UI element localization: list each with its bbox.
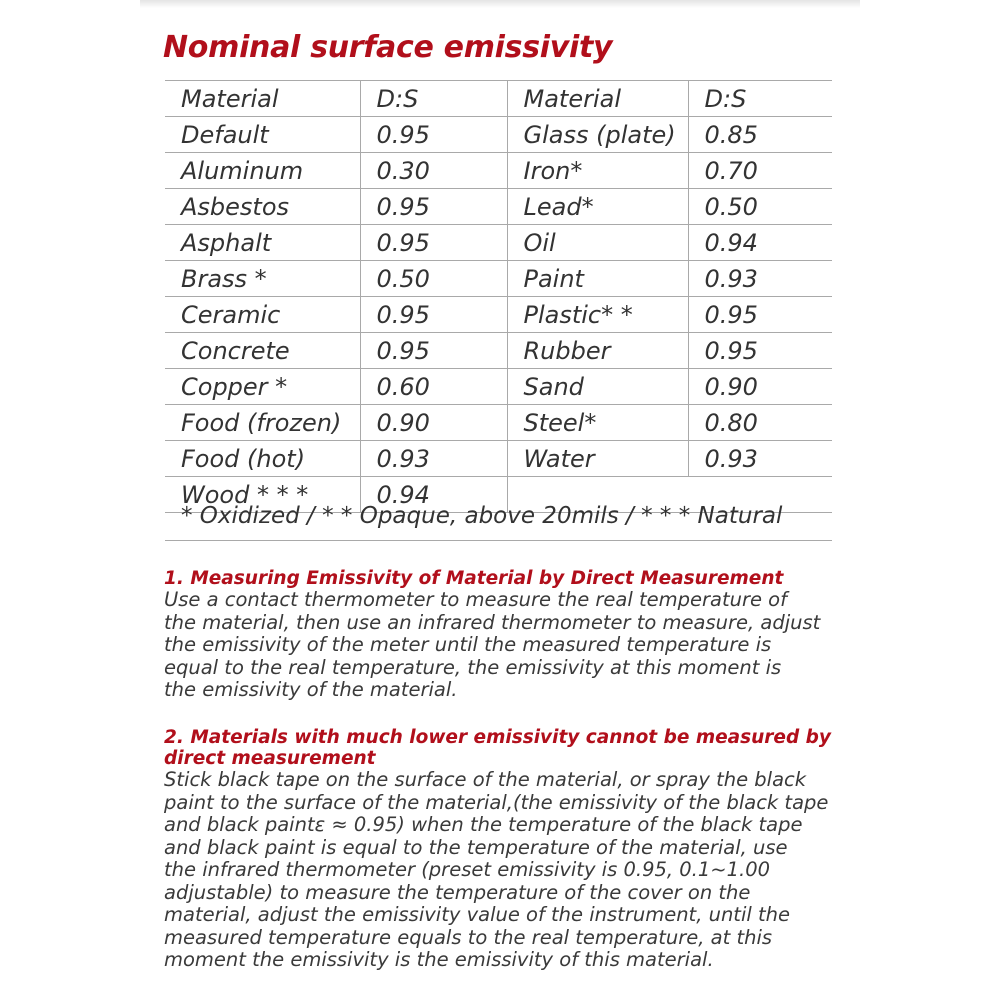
- material-cell: Paint: [507, 261, 688, 297]
- emissivity-value-cell: 0.95: [688, 333, 832, 369]
- emissivity-value-cell: 0.90: [688, 369, 832, 405]
- material-cell: Brass *: [165, 261, 360, 297]
- material-cell: Lead*: [507, 189, 688, 225]
- material-cell: Aluminum: [165, 153, 360, 189]
- material-cell: Asphalt: [165, 225, 360, 261]
- table-row: [165, 261, 832, 297]
- header-material-left: Material: [165, 81, 360, 117]
- top-shadow-divider: [140, 0, 860, 8]
- material-cell: Iron*: [507, 153, 688, 189]
- material-cell: Asbestos: [165, 189, 360, 225]
- emissivity-value-cell: 0.93: [360, 441, 507, 477]
- table-row: [165, 225, 832, 261]
- header-material-right: Material: [507, 81, 688, 117]
- emissivity-value-cell: 0.95: [360, 117, 507, 153]
- material-cell: Glass (plate): [507, 117, 688, 153]
- material-cell: Wood * * *: [165, 477, 360, 513]
- page-title: Nominal surface emissivity: [163, 30, 613, 65]
- table-row: [165, 405, 832, 441]
- table-row: [165, 117, 832, 153]
- emissivity-value-cell: 0.94: [688, 225, 832, 261]
- material-cell: Water: [507, 441, 688, 477]
- section-direct-measurement: [164, 568, 854, 702]
- emissivity-value-cell: 0.95: [360, 333, 507, 369]
- table-row: [165, 153, 832, 189]
- emissivity-value-cell: 0.30: [360, 153, 507, 189]
- emissivity-value-cell: 0.70: [688, 153, 832, 189]
- material-cell: Food (hot): [165, 441, 360, 477]
- emissivity-value-cell: 0.95: [360, 189, 507, 225]
- material-cell: Plastic* *: [507, 297, 688, 333]
- emissivity-value-cell: 0.90: [360, 405, 507, 441]
- material-cell: Sand: [507, 369, 688, 405]
- emissivity-value-cell: 0.80: [688, 405, 832, 441]
- header-ds-right: D:S: [688, 81, 832, 117]
- section-low-emissivity: [164, 727, 854, 972]
- table-row: [165, 441, 832, 477]
- emissivity-value-cell: 0.94: [360, 477, 507, 513]
- emissivity-value-cell: 0.95: [360, 225, 507, 261]
- emissivity-value-cell: 0.93: [688, 441, 832, 477]
- material-cell: Copper *: [165, 369, 360, 405]
- table-row: [165, 333, 832, 369]
- table-footnote: * Oxidized / * * Opaque, above 20mils / * * * Natural: [181, 503, 783, 529]
- emissivity-table: [165, 80, 832, 513]
- material-cell: Ceramic: [165, 297, 360, 333]
- material-cell: Concrete: [165, 333, 360, 369]
- table-row: [165, 189, 832, 225]
- footnote-divider: [165, 540, 832, 541]
- emissivity-value-cell: 0.95: [688, 297, 832, 333]
- material-cell: Food (frozen): [165, 405, 360, 441]
- section-heading: 2. Materials with much lower emissivity cannot be measured by direct measurement: [164, 727, 831, 769]
- section-heading: 1. Measuring Emissivity of Material by Direct Measurement: [164, 568, 784, 589]
- emissivity-value-cell: 0.85: [688, 117, 832, 153]
- table-row: [165, 369, 832, 405]
- section-body: Stick black tape on the surface of the material, or spray the black paint to the surface of the material,(the emissivity of the black tape and black paintε ≈ 0.95) when the temperature of the black tape and black paint is equal to the temperature of the material, use the infrared thermometer (preset emissivity is 0.95, 0.1~1.00 adjustable) to measure the temperature of the cover on the material, adjust the emissivity value of the instrument, until the measured temperature equals to the real temperature, at this moment the emissivity is the emissivity of this material.: [164, 768, 829, 971]
- material-cell: Steel*: [507, 405, 688, 441]
- material-cell: Rubber: [507, 333, 688, 369]
- emissivity-value-cell: 0.95: [360, 297, 507, 333]
- header-ds-left: D:S: [360, 81, 507, 117]
- emissivity-value-cell: 0.93: [688, 261, 832, 297]
- emissivity-value-cell: 0.50: [688, 189, 832, 225]
- table-row: [165, 297, 832, 333]
- table-header-row: [165, 81, 832, 117]
- material-cell: Oil: [507, 225, 688, 261]
- emissivity-value-cell: 0.60: [360, 369, 507, 405]
- section-body: Use a contact thermometer to measure the real temperature of the material, then use an infrared thermometer to measure, adjust the emissivity of the meter until the measured temperature is equal to the real temperature, the emissivity at this moment is the emissivity of the material.: [164, 588, 821, 701]
- material-cell: Default: [165, 117, 360, 153]
- emissivity-value-cell: 0.50: [360, 261, 507, 297]
